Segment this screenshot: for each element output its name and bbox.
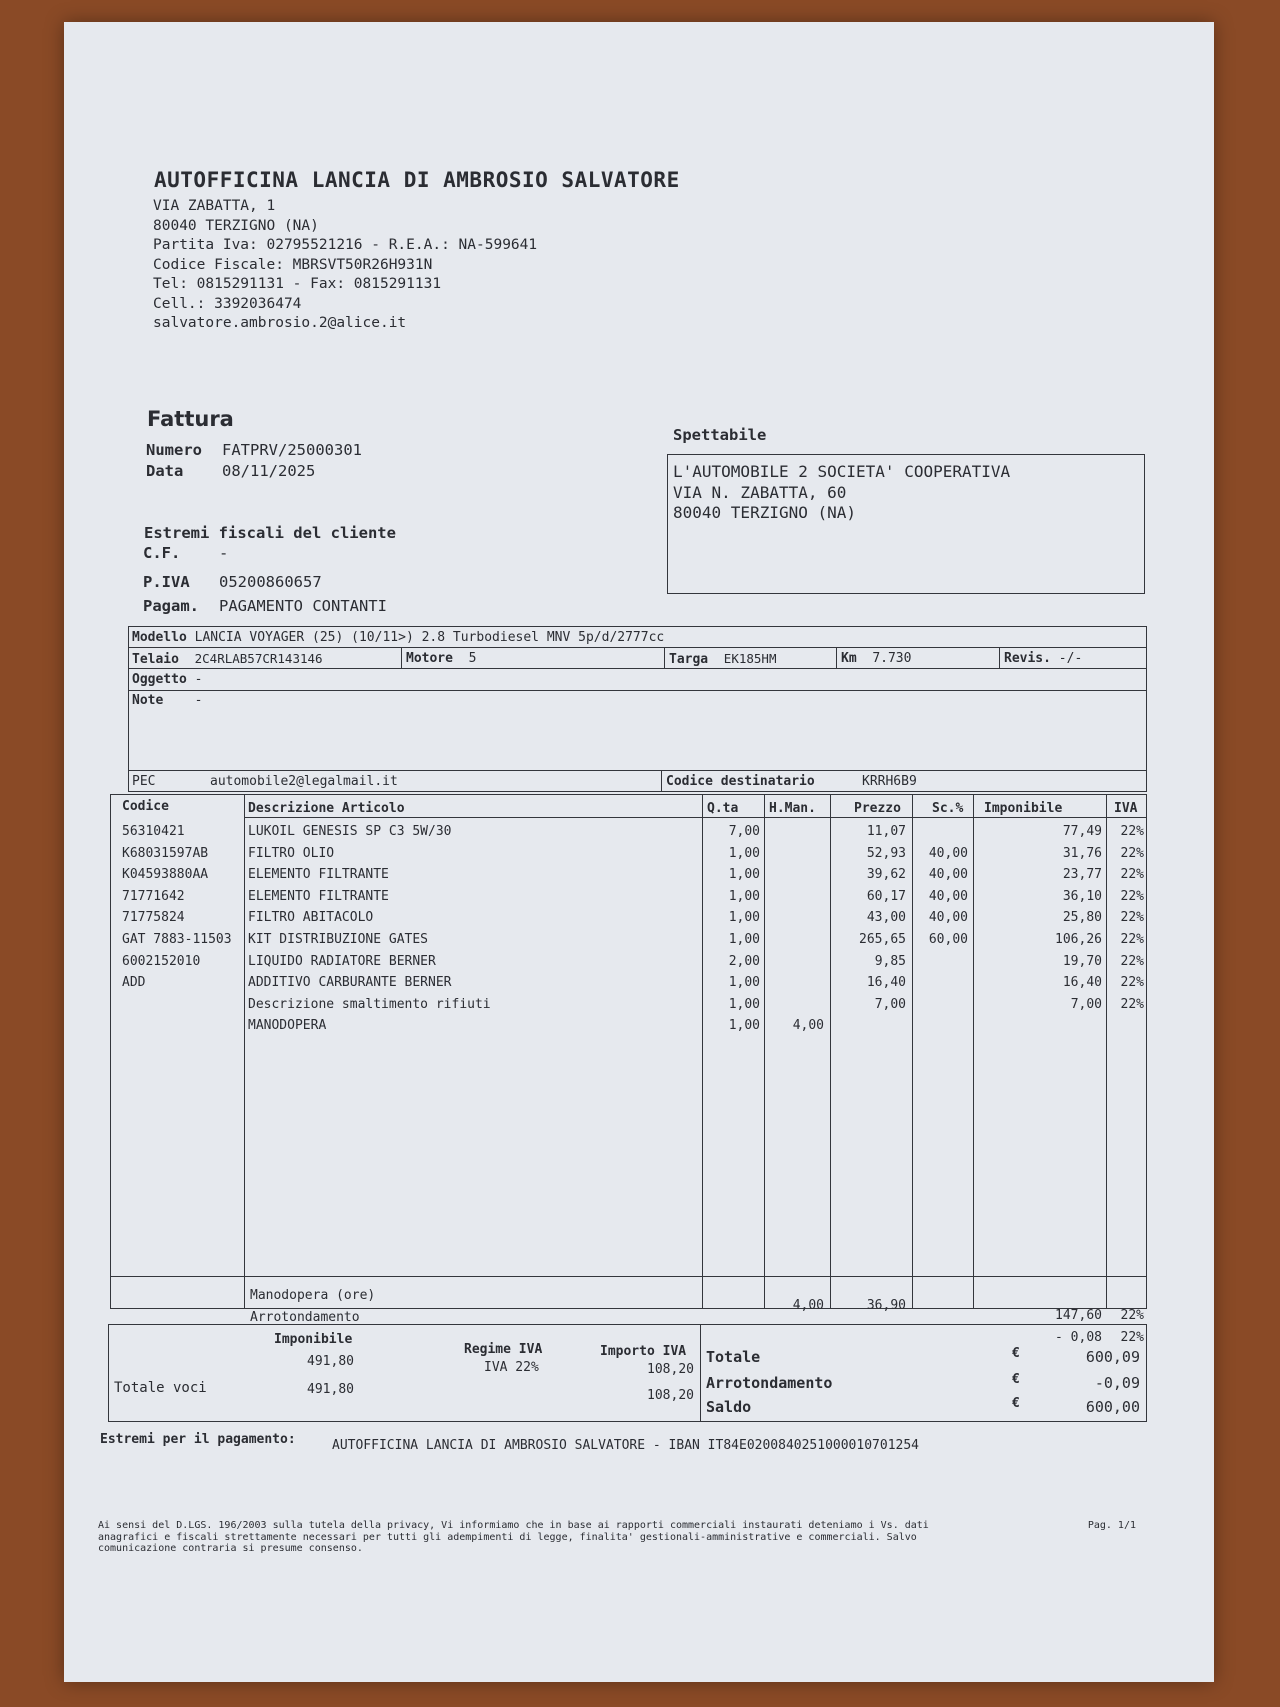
km-value: 7.730 [872,651,912,666]
item-code: 6002152010 [122,953,201,969]
subject-value: - [194,672,203,687]
rounding-vat: 22% [1120,1330,1144,1345]
total-items-taxable: 491,80 [307,1382,354,1397]
frame-label: Telaio [132,652,179,667]
item-vat: 22% [1120,953,1144,969]
labour-hours: 4,00 [792,1298,824,1313]
piva-label: P.IVA [143,573,190,591]
notes-value: - [194,693,203,708]
notes-label: Note [132,693,164,708]
rounding-total-value: -0,09 [1094,1374,1140,1392]
privacy-notice: Ai sensi del D.LGS. 196/2003 sulla tutela della privacy, Vi informiamo che in base ai rapporti commerciali instaurati deteniamo i Vs. dati anagrafici e fiscali strettamente necessari per tutti gli adempimenti di legge, finalita' gestionali-amministrative e commerciali. Salvo comunicazione contraria si presume consenso. [98,1520,929,1554]
item-vat: 22% [1120,975,1144,991]
item-description: ADDITIVO CARBURANTE BERNER [248,975,452,991]
currency-total: € [1012,1346,1020,1361]
rounding-total-label: Arrotondamento [706,1374,833,1392]
item-qty: 1,00 [728,867,760,883]
plate-label: Targa [669,652,709,667]
engine-label: Motore [406,651,453,666]
km-cell [841,651,911,666]
header-hours: H.Man. [769,801,816,816]
header-qty: Q.ta [707,801,739,816]
invoice-paper [64,22,1214,1682]
recipient-city: 80040 TERZIGNO (NA) [673,503,857,522]
company-address: VIA ZABATTA, 1 [153,198,276,214]
invoice-date-label: Data [146,462,184,480]
plate-value: EK185HM [723,651,777,666]
item-qty: 7,00 [728,824,760,839]
totals-taxable-row: 491,80 [307,1354,354,1369]
revision-label: Revis. [1004,651,1051,666]
invoice-date: 08/11/2025 [222,462,316,480]
header-taxable: Imponibile [984,801,1063,816]
item-price: 52,93 [866,845,906,861]
company-city: 80040 TERZIGNO (NA) [153,217,319,234]
item-taxable: 31,76 [1062,845,1102,861]
item-qty: 1,00 [728,932,760,947]
item-qty: 1,00 [728,910,760,926]
header-vat: IVA [1114,801,1138,816]
subject-label: Oggetto [132,672,187,687]
item-description: ELEMENTO FILTRANTE [248,888,389,904]
labour-label: Manodopera (ore) [250,1288,376,1303]
customer-fiscal [143,546,387,618]
frame-value: 2C4RLAB57CR143146 [194,651,323,666]
header-discount: Sc.% [932,801,964,816]
totals-taxable-label: Imponibile [274,1332,353,1347]
invoice-number-label: Numero [146,441,202,459]
item-taxable: 7,00 [1070,996,1102,1012]
item-discount: 40,00 [928,845,968,861]
item-description: KIT DISTRIBUZIONE GATES [248,932,429,947]
item-price: 60,17 [866,888,906,904]
company-phone: Tel: 0815291131 - Fax: 0815291131 [153,276,442,292]
payment-method-label: Pagam. [143,597,199,615]
item-discount: 40,00 [928,888,968,904]
item-price: 9,85 [874,953,906,969]
total-items-label: Totale voci [114,1380,207,1396]
item-taxable: 16,40 [1062,975,1102,991]
item-vat: 22% [1120,824,1144,839]
total-value: 600,09 [1085,1348,1140,1366]
engine-value: 5 [468,651,477,666]
rounding-taxable: - 0,08 [1055,1330,1102,1345]
vat-regime: IVA 22% [484,1360,539,1375]
labour-taxable: 147,60 [1055,1308,1102,1323]
payment-details-label: Estremi per il pagamento: [100,1432,296,1447]
km-label: Km [841,651,857,666]
company-vat: Partita Iva: 02795521216 - R.E.A.: NA-599641 [153,237,538,253]
item-description: MANODOPERA [248,1018,327,1034]
revision-value: -/- [1058,651,1083,666]
recipient-code-label: Codice destinatario [666,774,815,789]
plate-cell [669,651,776,667]
payment-method: PAGAMENTO CONTANTI [219,597,387,615]
item-taxable: 25,80 [1062,910,1102,926]
item-price: 7,00 [874,996,906,1012]
item-code: 71775824 [122,910,185,926]
revision-cell [1004,651,1082,666]
pec-label: PEC [132,774,156,789]
item-vat: 22% [1120,996,1144,1012]
item-vat: 22% [1120,910,1144,926]
vat-amount-label: Importo IVA [600,1344,687,1359]
frame-cell [132,651,323,667]
item-price: 265,65 [859,932,906,947]
model-value: LANCIA VOYAGER (25) (10/11>) 2.8 Turbodiesel MNV 5p/d/2777cc [194,630,665,645]
item-description: ELEMENTO FILTRANTE [248,867,389,883]
model-label: Modello [132,630,187,645]
item-discount: 40,00 [928,867,968,883]
currency-balance: € [1012,1396,1020,1411]
company-email: salvatore.ambrosio.2@alice.it [153,315,407,331]
item-description: Descrizione smaltimento rifiuti [248,996,491,1012]
header-code: Codice [122,799,169,814]
item-qty: 1,00 [728,845,760,861]
cf-label: C.F. [143,544,181,562]
header-description: Descrizione Articolo [248,801,405,816]
company-tax-code: Codice Fiscale: MBRSVT50R26H931N [153,256,433,273]
item-taxable: 106,26 [1055,932,1102,947]
page-number: Pag. 1/1 [1087,1520,1136,1531]
payment-details: AUTOFFICINA LANCIA DI AMBROSIO SALVATORE - IBAN IT84E0200840251000010701254 [332,1438,919,1453]
item-taxable: 23,77 [1062,867,1102,883]
balance-label: Saldo [706,1398,752,1416]
cf-value: - [219,544,229,562]
item-price: 11,07 [866,824,906,839]
item-discount: 40,00 [928,910,968,926]
balance-value: 600,00 [1085,1398,1140,1416]
item-price: 16,40 [866,975,906,991]
company-cell: Cell.: 3392036474 [153,295,302,312]
company-name: AUTOFFICINA LANCIA DI AMBROSIO SALVATORE [154,168,680,192]
item-code: GAT 7883-11503 [122,932,232,947]
engine-cell [406,651,476,666]
subject-row [132,672,202,687]
item-code: 71771642 [122,888,185,904]
item-qty: 2,00 [728,953,760,969]
recipient-name: L'AUTOMOBILE 2 SOCIETA' COOPERATIVA [673,462,1011,481]
rounding-label: Arrotondamento [250,1310,360,1325]
item-code: 56310421 [122,824,185,839]
item-description: FILTRO ABITACOLO [248,910,374,926]
item-qty: 1,00 [728,888,760,904]
total-items-vat: 108,20 [647,1388,694,1403]
recipient-label: Spettabile [673,426,767,444]
item-description: LIQUIDO RADIATORE BERNER [248,953,436,969]
recipient-code: KRRH6B9 [862,774,917,789]
item-vat: 22% [1120,867,1144,883]
item-code: ADD [122,975,146,991]
model-row [132,630,664,645]
customer-fiscal-title: Estremi fiscali del cliente [144,524,396,542]
labour-vat: 22% [1120,1308,1144,1323]
piva-value: 05200860657 [219,573,322,591]
item-taxable: 77,49 [1062,824,1102,839]
item-qty: 1,00 [728,996,760,1012]
item-price: 43,00 [866,910,906,926]
item-hours: 4,00 [792,1018,824,1034]
item-taxable: 36,10 [1062,888,1102,904]
item-vat: 22% [1120,932,1144,947]
item-code: K68031597AB [122,845,209,861]
item-code: K04593880AA [122,867,209,883]
invoice-meta [146,440,362,482]
item-qty: 1,00 [728,1018,760,1034]
vat-regime-label: Regime IVA [464,1342,543,1357]
item-description: LUKOIL GENESIS SP C3 5W/30 [248,824,452,839]
item-vat: 22% [1120,845,1144,861]
company-details [153,197,537,334]
notes-row [132,693,202,708]
document-title: Fattura [147,407,234,431]
item-description: FILTRO OLIO [248,845,335,861]
currency-rounding: € [1012,1372,1020,1387]
labour-rate: 36,90 [866,1298,906,1313]
pec-value: automobile2@legalmail.it [210,774,398,789]
invoice-number: FATPRV/25000301 [222,441,362,459]
item-price: 39,62 [866,867,906,883]
item-vat: 22% [1120,888,1144,904]
recipient-street: VIA N. ZABATTA, 60 [673,482,847,502]
header-price: Prezzo [854,801,901,816]
item-qty: 1,00 [728,975,760,991]
item-discount: 60,00 [928,932,968,947]
total-label: Totale [706,1348,761,1366]
recipient-address [673,462,1010,524]
vat-amount-row: 108,20 [647,1362,694,1377]
item-taxable: 19,70 [1062,953,1102,969]
